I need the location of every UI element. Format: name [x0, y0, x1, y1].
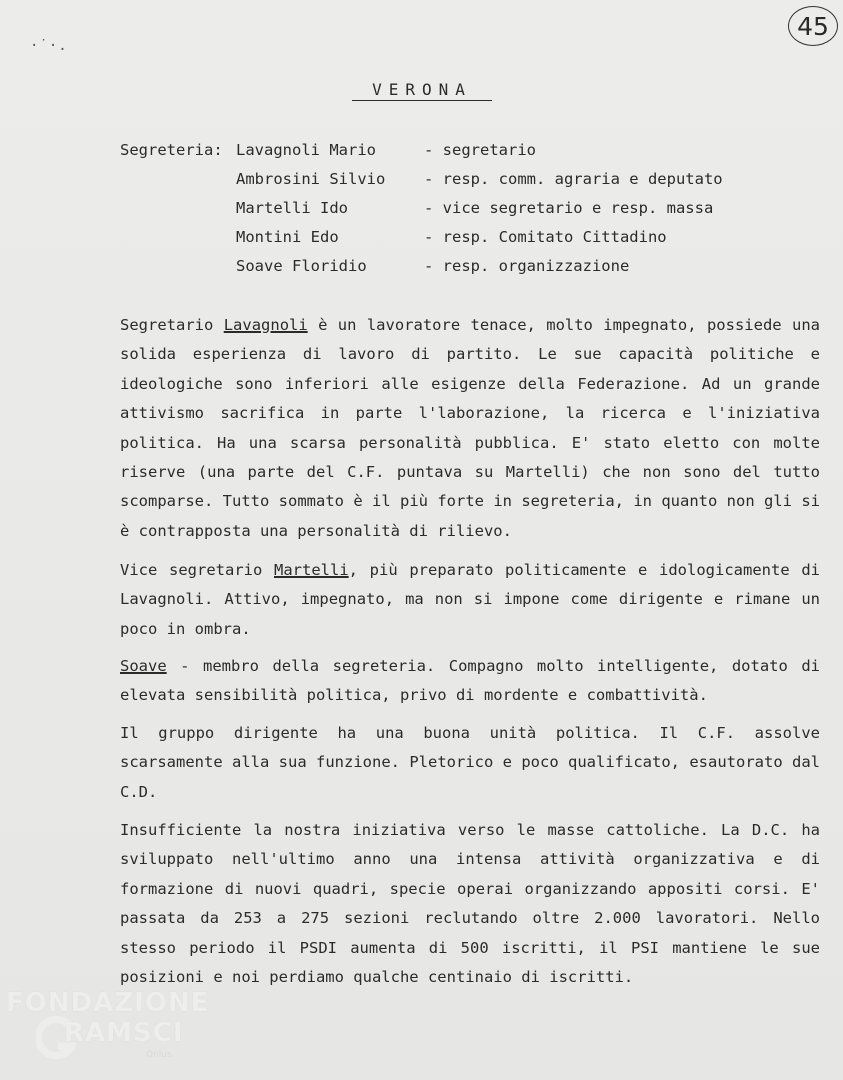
paragraph-text: Insufficiente la nostra iniziativa verso le masse cattoliche. La D.C. ha sviluppato nell'ultimo anno una intensa attività organizzativa e di formazione di nuovi quadri, specie operai organizzando appositi corsi. E' passata da 253 a 275 sezioni reclutando oltre 2.000 lavoratori. Nello stesso periodo il PSDI aumenta di 500 iscritti, il PSI mantiene le sue posizioni e noi perdiamo qualche centinaio di iscritti.	[120, 821, 820, 987]
segreteria-row	[236, 257, 629, 275]
paper-specks: ·˙·.	[30, 38, 68, 54]
segreteria-row	[236, 141, 536, 159]
paragraph-soave	[120, 652, 820, 711]
paragraph-gruppo-dirigente	[120, 719, 820, 807]
paragraph-lavagnoli	[120, 311, 820, 546]
segreteria-row	[236, 228, 667, 246]
paragraph-text: è un lavoratore tenace, molto impegnato, possiede una solida esperienza di lavoro di partito. Le sue capacità politiche e ideologiche sono inferiori alle esigenze della Federazione. Ad un grande attivismo sacrifica in parte l'laborazione, la ricerca e l'iniziativa politica. Ha una scarsa personalità pubblica. E' stato eletto con molte riserve (una parte del C.F. puntava su Martelli) che non sono del tutto scomparse. Tutto sommato è il più forte in segreteria, in quanto non gli si è contrapposta una personalità di rilievo.	[120, 316, 820, 540]
paragraph-text: , più preparato politicamente e idologicamente di Lavagnoli. Attivo, impegnato, ma non si impone come dirigente e rimane un poco in ombra.	[120, 561, 820, 638]
member-role: - resp. comm. agraria e deputato	[424, 170, 723, 188]
member-name: Martelli Ido	[236, 199, 348, 217]
document-title: VERONA	[352, 80, 492, 101]
member-name: Montini Edo	[236, 228, 339, 246]
member-name: Soave Floridio	[236, 257, 367, 275]
paragraph-text: - membro della segreteria. Compagno molto intelligente, dotato di elevata sensibilità politica, privo di mordente e combattività.	[120, 657, 820, 705]
page-number: 45	[788, 6, 838, 46]
member-role: - segretario	[424, 141, 536, 159]
member-name: Lavagnoli Mario	[236, 141, 376, 159]
segreteria-label: Segreteria:	[120, 141, 223, 159]
member-role: - vice segretario e resp. massa	[424, 199, 714, 217]
paragraph-text: Il gruppo dirigente ha una buona unità politica. Il C.F. assolve scarsamente alla sua funzione. Pletorico e poco qualificato, esautorato dal C.D.	[120, 724, 820, 801]
segreteria-row	[236, 199, 713, 217]
member-name: Ambrosini Silvio	[236, 170, 386, 188]
paragraph-martelli	[120, 556, 820, 644]
paragraph-masse-cattoliche	[120, 816, 820, 992]
member-role: - resp. Comitato Cittadino	[424, 228, 667, 246]
paragraph-lead: Vice segretario	[120, 561, 274, 579]
underlined-name: Martelli	[274, 561, 349, 579]
paragraph-lead: Segretario	[120, 316, 224, 334]
fondazione-gramsci-watermark: FONDAZIONE RAMSCI Onlus	[6, 988, 226, 1078]
segreteria-row	[236, 170, 723, 188]
underlined-name: Soave	[120, 657, 167, 675]
underlined-name: Lavagnoli	[223, 316, 308, 334]
member-role: - resp. organizzazione	[424, 257, 630, 275]
